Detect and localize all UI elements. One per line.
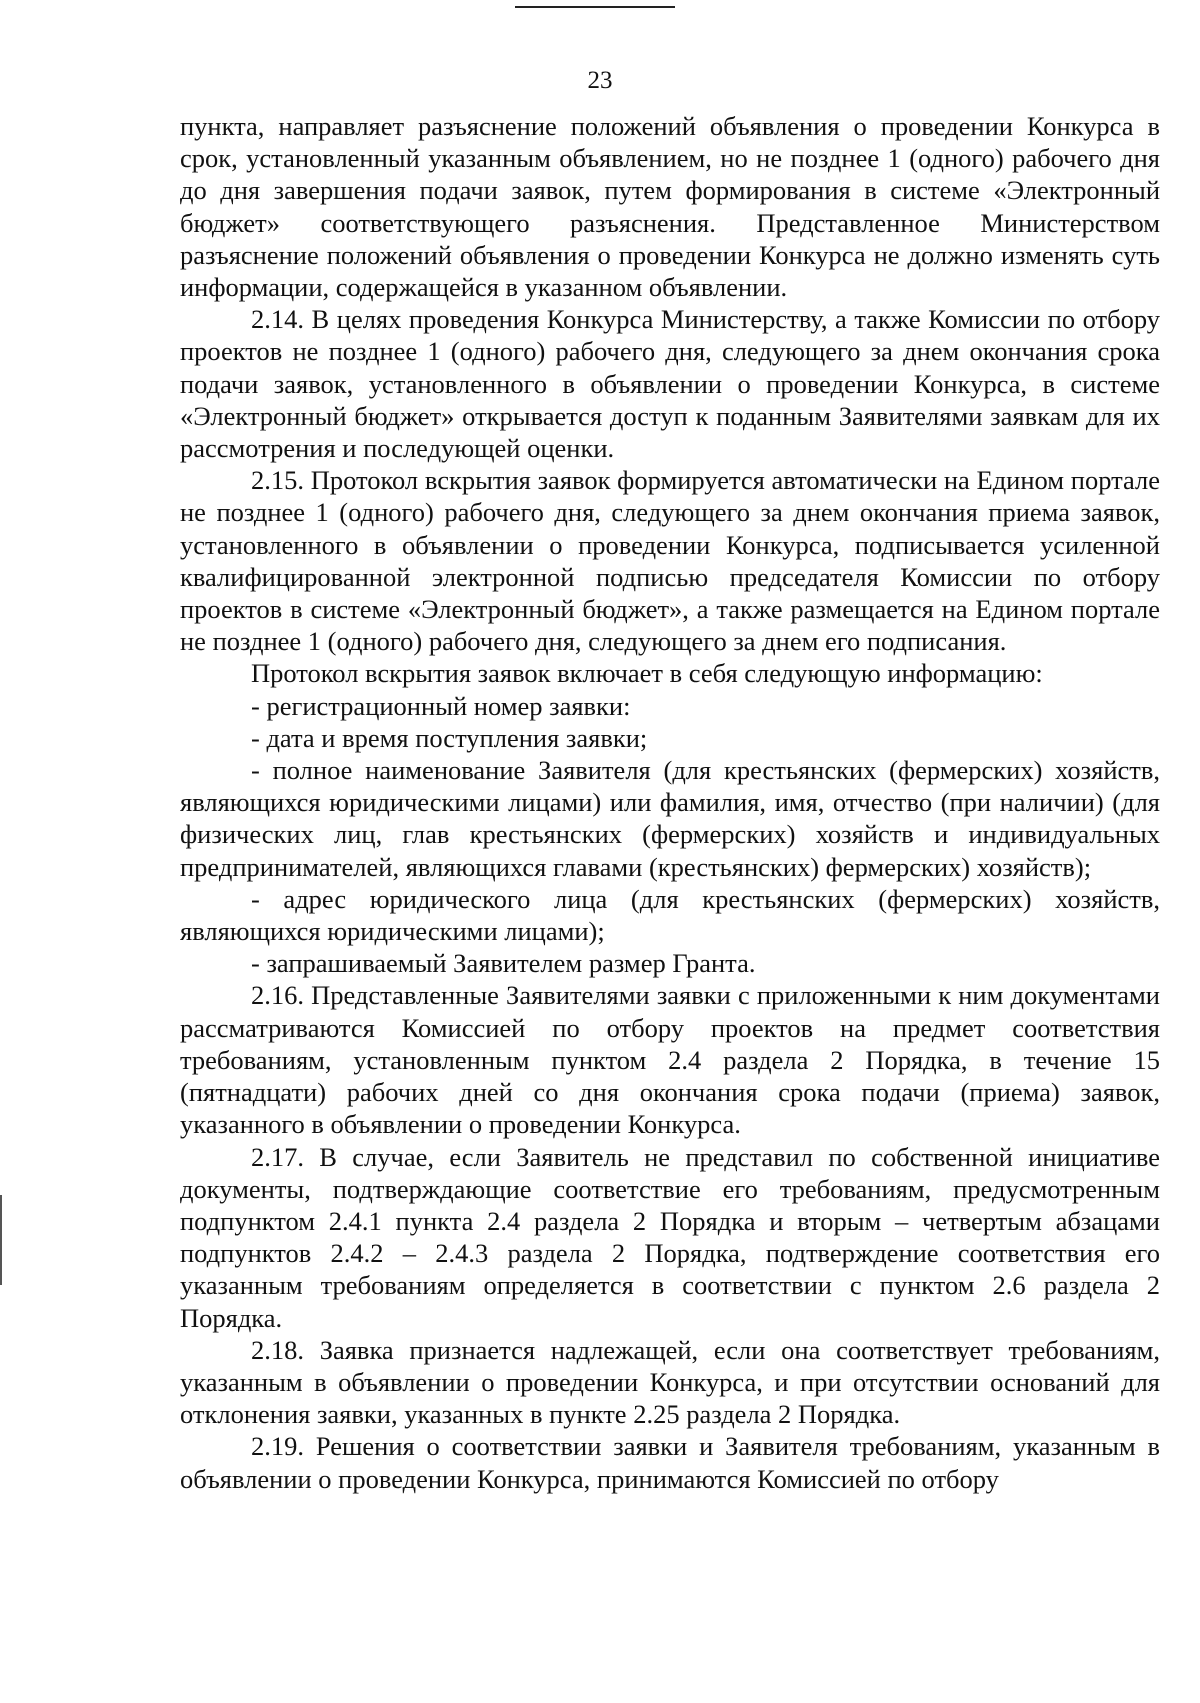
paragraph: 2.17. В случае, если Заявитель не представил по собственной инициативе документы, подтверждающие соответствие его требованиям, предусмотренным подпунктом 2.4.1 пункта 2.4 раздела 2 Порядка и вторым – четвертым абзацами подпунктов 2.4.2 – 2.4.3 раздела 2 Порядка, подтверждение соответствия его указанным требованиям определяется в соответствии с пунктом 2.6 раздела 2 Порядка. xyxy=(180,1141,1160,1333)
paragraph: Протокол вскрытия заявок включает в себя следующую информацию: xyxy=(251,658,1043,689)
paragraph: 2.18. Заявка признается надлежащей, если она соответствует требованиям, указанным в объявлении о проведении Конкурса, и при отсутствии оснований для отклонения заявки, указанных в пункте 2.25 раздела 2 Порядка. xyxy=(180,1334,1160,1430)
paragraph: 2.14. В целях проведения Конкурса Министерству, а также Комиссии по отбору проектов не позднее 1 (одного) рабочего дня, следующего за днем окончания срока подачи заявок, установленного в объявлении о проведении Конкурса, в системе «Электронный бюджет» открывается доступ к поданным Заявителями заявкам для их рассмотрения и последующей оценки. xyxy=(180,304,1160,464)
paragraph: - полное наименование Заявителя (для крестьянских (фермерских) хозяйств, являющихся юридическими лицами) или фамилия, имя, отчество (при наличии) (для физических лиц, глав крестьянских (фермерских) хозяйств и индивидуальных предпринимателей, являющихся главами (крестьянских) фермерских) хозяйств); xyxy=(180,755,1160,882)
scan-edge-mark xyxy=(0,1195,2,1285)
paragraph: 2.19. Решения о соответствии заявки и Заявителя требованиям, указанным в объявлении о проведении Конкурса, принимаются Комиссией по отбору xyxy=(180,1431,1160,1494)
paragraph: - адрес юридического лица (для крестьянских (фермерских) хозяйств, являющихся юридическими лицами); xyxy=(180,883,1160,947)
document-body xyxy=(180,110,1160,1495)
paragraph: пункта, направляет разъяснение положений объявления о проведении Конкурса в срок, установленный указанным объявлением, но не позднее 1 (одного) рабочего дня до дня завершения подачи заявок, путем формирования в системе «Электронный бюджет» соответствующего разъяснения. Представленное Министерством разъяснение положений объявления о проведении Конкурса не должно изменять суть информации, содержащейся в указанном объявлении. xyxy=(180,111,1160,303)
paragraph: - регистрационный номер заявки: xyxy=(251,690,631,721)
paragraph: - запрашиваемый Заявителем размер Гранта. xyxy=(251,948,756,979)
paragraph: 2.15. Протокол вскрытия заявок формируется автоматически на Едином портале не позднее 1 (одного) рабочего дня, следующего за днем окончания приема заявок, установленного в объявлении о проведении Конкурса, подписывается усиленной квалифицированной электронной подписью председателя Комиссии по отбору проектов в системе «Электронный бюджет», а также размещается на Едином портале не позднее 1 (одного) рабочего дня, следующего за днем его подписания. xyxy=(180,465,1160,657)
top-rule xyxy=(515,6,675,8)
paragraph: - дата и время поступления заявки; xyxy=(251,722,648,753)
paragraph: 2.16. Представленные Заявителями заявки с приложенными к ним документами рассматриваются Комиссией по отбору проектов на предмет соответствия требованиям, установленным пунктом 2.4 раздела 2 Порядка, в течение 15 (пятнадцати) рабочих дней со дня окончания срока подачи (приема) заявок, указанного в объявлении о проведении Конкурса. xyxy=(180,980,1160,1140)
page-number: 23 xyxy=(587,67,613,94)
